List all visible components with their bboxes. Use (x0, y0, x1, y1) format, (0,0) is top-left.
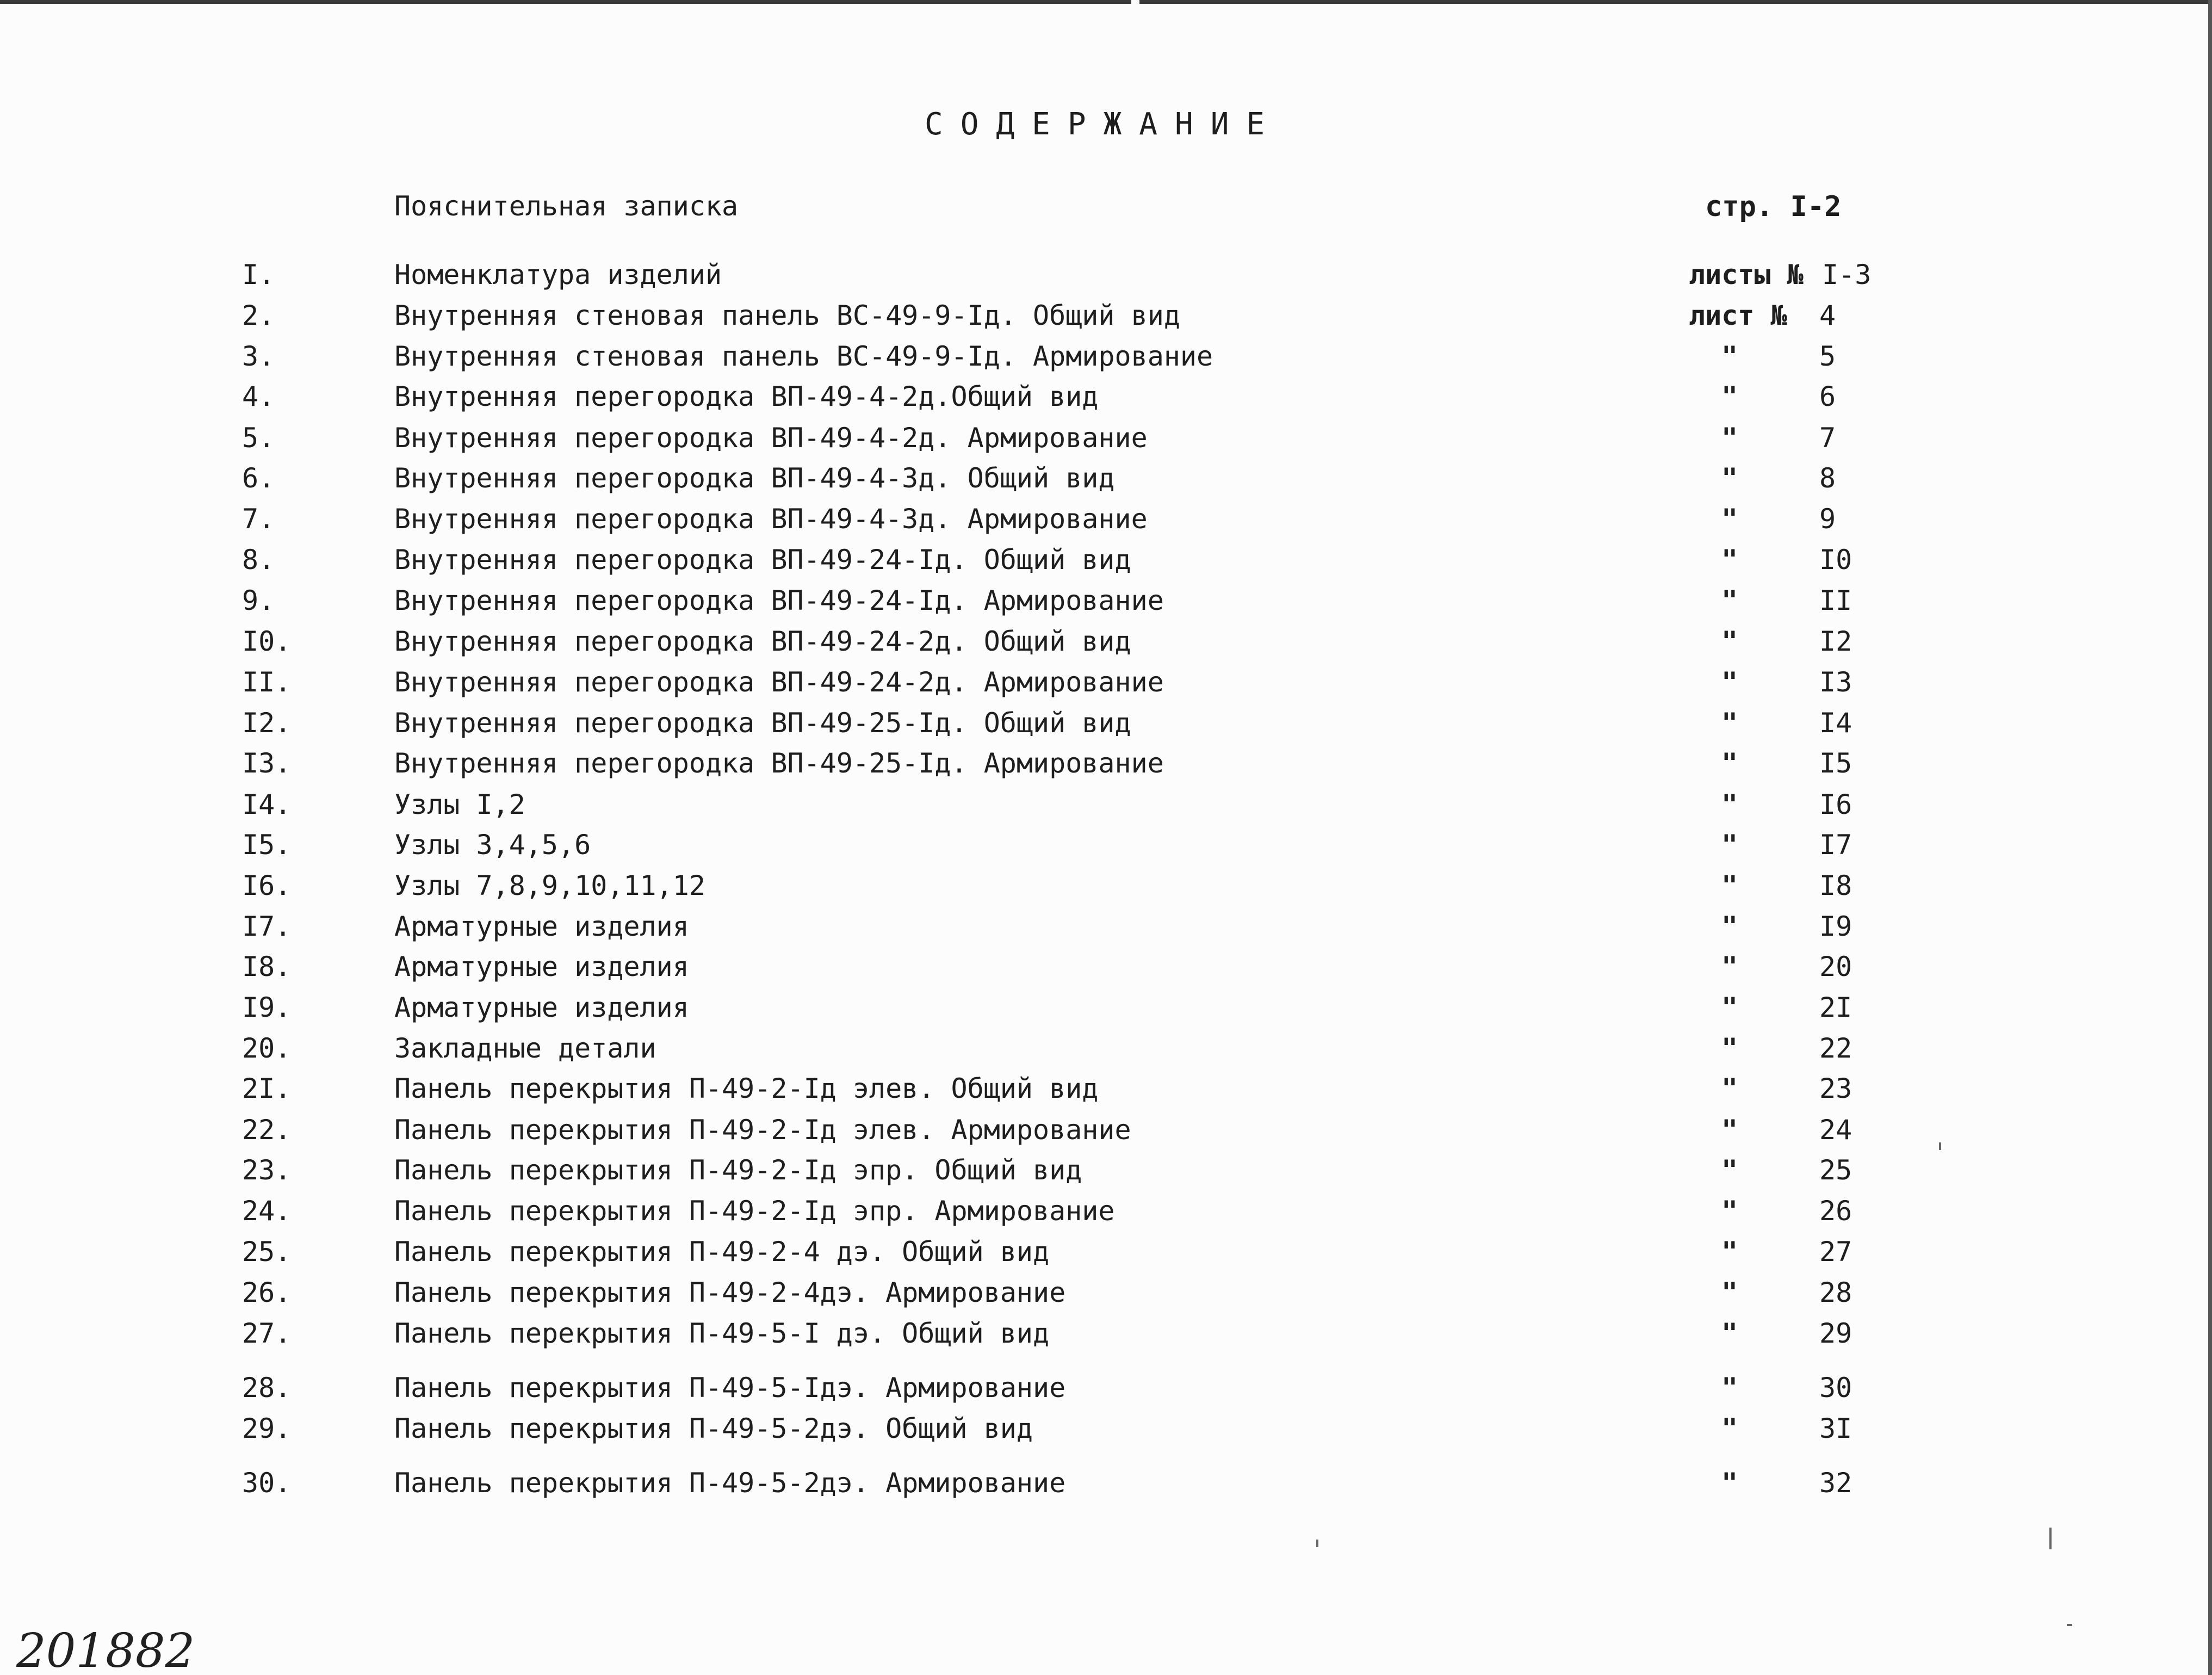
toc-item-number: I6. (242, 870, 292, 901)
toc-item-title: Панель перекрытия П-49-2-Iд элев. Общий вид (394, 1073, 1099, 1104)
toc-item-title: Внутренняя перегородка ВП-49-24-2д. Армирование (394, 666, 1164, 698)
document-title: СОДЕРЖАНИЕ (925, 107, 1282, 142)
toc-sheet-number: 32 (1819, 1467, 1852, 1499)
toc-item-title: Внутренняя перегородка ВП-49-24-Iд. Армирование (394, 585, 1164, 616)
toc-row (0, 1467, 2212, 1506)
toc-item-number: I2. (242, 707, 292, 739)
scan-speck (1939, 1142, 1941, 1150)
toc-row (0, 1033, 2212, 1072)
toc-sheet-number: 27 (1819, 1236, 1852, 1268)
toc-row (0, 707, 2212, 746)
ditto-mark: " (1721, 707, 1738, 739)
ditto-mark: " (1721, 1073, 1738, 1104)
toc-item-title: Панель перекрытия П-49-2-Iд элев. Армирование (394, 1114, 1131, 1146)
toc-item-title: Панель перекрытия П-49-2-Iд эпр. Армирование (394, 1195, 1115, 1227)
toc-item-title: Внутренняя стеновая панель ВС-49-9-Iд. Общий вид (394, 300, 1180, 331)
ditto-mark: " (1721, 1277, 1738, 1308)
ditto-mark: " (1721, 1372, 1738, 1404)
toc-sheet-number: II (1819, 585, 1852, 616)
toc-row (0, 870, 2212, 909)
ditto-mark: " (1721, 1154, 1738, 1186)
ditto-mark: " (1721, 341, 1738, 372)
sheet-column-label: лист № (1689, 300, 1787, 331)
ditto-mark: " (1721, 1318, 1738, 1349)
toc-item-number: II. (242, 666, 292, 698)
ditto-mark: " (1721, 789, 1738, 820)
toc-item-number: 2. (242, 300, 275, 331)
ditto-mark: " (1721, 666, 1738, 698)
toc-sheet-number: 9 (1819, 503, 1836, 535)
ditto-mark: " (1721, 544, 1738, 576)
toc-row (0, 381, 2212, 420)
toc-item-number: I9. (242, 992, 292, 1023)
toc-item-number: 29. (242, 1413, 292, 1444)
toc-item-number: 9. (242, 585, 275, 616)
ditto-mark: " (1721, 1033, 1738, 1064)
toc-sheet-number: 5 (1819, 341, 1836, 372)
toc-sheet-number: I4 (1819, 707, 1852, 739)
toc-sheet-number: 24 (1819, 1114, 1852, 1146)
ditto-mark: " (1721, 626, 1738, 657)
toc-row (0, 585, 2212, 624)
toc-item-title: Внутренняя перегородка ВП-49-4-3д. Армирование (394, 503, 1148, 535)
toc-item-number: 26. (242, 1277, 292, 1308)
toc-sheet-number: I3 (1819, 666, 1852, 698)
ditto-mark: " (1721, 747, 1738, 779)
toc-row (0, 503, 2212, 542)
toc-sheet-number: I-3 (1822, 259, 1872, 291)
toc-item-number: I5. (242, 829, 292, 861)
toc-item-number: I8. (242, 951, 292, 982)
toc-row (0, 422, 2212, 461)
toc-sheet-number: 23 (1819, 1073, 1852, 1104)
toc-sheet-number: I7 (1819, 829, 1852, 861)
toc-sheet-number: I2 (1819, 626, 1852, 657)
toc-sheet-number: 28 (1819, 1277, 1852, 1308)
ditto-mark: " (1721, 1413, 1738, 1444)
ditto-mark: " (1721, 1114, 1738, 1146)
toc-item-title: Узлы 7,8,9,10,11,12 (394, 870, 705, 901)
toc-item-title: Внутренняя перегородка ВП-49-25-Iд. Армирование (394, 747, 1164, 779)
toc-row (0, 341, 2212, 380)
toc-item-number: I4. (242, 789, 292, 820)
toc-sheet-number: 8 (1819, 462, 1836, 494)
toc-item-title: Внутренняя перегородка ВП-49-4-2д. Армирование (394, 422, 1148, 454)
toc-sheet-number: 22 (1819, 1033, 1852, 1064)
ditto-mark: " (1721, 992, 1738, 1023)
toc-sheet-number: 20 (1819, 951, 1852, 982)
scan-speck (2049, 1528, 2052, 1549)
toc-item-title: Панель перекрытия П-49-2-4дэ. Армирование (394, 1277, 1066, 1308)
toc-item-number: 25. (242, 1236, 292, 1268)
ditto-mark: " (1721, 951, 1738, 982)
toc-item-number: 6. (242, 462, 275, 494)
toc-row (0, 1073, 2212, 1112)
toc-item-title: Внутренняя перегородка ВП-49-4-2д.Общий вид (394, 381, 1099, 412)
archive-stamp-number: 201882 (16, 1624, 195, 1675)
toc-item-number: I0. (242, 626, 292, 657)
toc-row (0, 1372, 2212, 1411)
toc-item-number: 4. (242, 381, 275, 412)
ditto-mark: " (1721, 1236, 1738, 1268)
ditto-mark: " (1721, 381, 1738, 412)
ditto-mark: " (1721, 1195, 1738, 1227)
toc-item-number: 8. (242, 544, 275, 576)
toc-item-title: Арматурные изделия (394, 951, 689, 982)
toc-sheet-number: I5 (1819, 747, 1852, 779)
toc-item-title: Панель перекрытия П-49-5-Iдэ. Армирование (394, 1372, 1066, 1404)
toc-row (0, 1413, 2212, 1452)
toc-row (0, 462, 2212, 502)
toc-item-title: Панель перекрытия П-49-5-I дэ. Общий вид (394, 1318, 1050, 1349)
toc-item-number: 27. (242, 1318, 292, 1349)
toc-sheet-number: 7 (1819, 422, 1836, 454)
toc-row (0, 789, 2212, 828)
ditto-mark: " (1721, 1467, 1738, 1499)
toc-item-number: 28. (242, 1372, 292, 1404)
ditto-mark: " (1721, 503, 1738, 535)
toc-sheet-number: 6 (1819, 381, 1836, 412)
ditto-mark: " (1721, 870, 1738, 901)
toc-item-title: Узлы 3,4,5,6 (394, 829, 591, 861)
toc-item-title: Внутренняя стеновая панель ВС-49-9-Iд. Армирование (394, 341, 1213, 372)
toc-row (0, 1318, 2212, 1357)
toc-row (0, 1236, 2212, 1275)
toc-item-number: I. (242, 259, 275, 291)
toc-sheet-number: 25 (1819, 1154, 1852, 1186)
toc-row (0, 544, 2212, 583)
toc-item-title: Внутренняя перегородка ВП-49-24-Iд. Общий вид (394, 544, 1131, 576)
toc-item-title: Внутренняя перегородка ВП-49-25-Iд. Общий вид (394, 707, 1131, 739)
toc-sheet-number: I0 (1819, 544, 1852, 576)
toc-item-title: Внутренняя перегородка ВП-49-24-2д. Общий вид (394, 626, 1131, 657)
toc-row (0, 911, 2212, 950)
explanatory-note-label: Пояснительная записка (394, 190, 739, 222)
toc-row (0, 626, 2212, 665)
toc-item-title: Узлы I,2 (394, 789, 525, 820)
toc-item-title: Панель перекрытия П-49-5-2дэ. Общий вид (394, 1413, 1033, 1444)
toc-item-number: 7. (242, 503, 275, 535)
toc-row (0, 747, 2212, 787)
scan-speck (1316, 1540, 1318, 1547)
toc-sheet-number: I9 (1819, 911, 1852, 942)
toc-row (0, 666, 2212, 706)
toc-row (0, 1277, 2212, 1316)
toc-sheet-number: 3I (1819, 1413, 1852, 1444)
toc-item-number: I7. (242, 911, 292, 942)
toc-item-title: Внутренняя перегородка ВП-49-4-3д. Общий вид (394, 462, 1115, 494)
toc-item-title: Панель перекрытия П-49-2-4 дэ. Общий вид (394, 1236, 1050, 1268)
toc-item-number: 20. (242, 1033, 292, 1064)
toc-item-number: 5. (242, 422, 275, 454)
ditto-mark: " (1721, 911, 1738, 942)
toc-item-title: Панель перекрытия П-49-5-2дэ. Армирование (394, 1467, 1066, 1499)
toc-row (0, 829, 2212, 868)
toc-row (0, 259, 2212, 298)
explanatory-note-pages: стр. I-2 (1705, 190, 1842, 223)
toc-row (0, 992, 2212, 1031)
toc-item-title: Панель перекрытия П-49-2-Iд эпр. Общий вид (394, 1154, 1082, 1186)
ditto-mark: " (1721, 829, 1738, 861)
toc-item-number: 30. (242, 1467, 292, 1499)
toc-row (0, 300, 2212, 339)
toc-row (0, 1195, 2212, 1234)
toc-item-title: Арматурные изделия (394, 992, 689, 1023)
ditto-mark: " (1721, 585, 1738, 616)
ditto-mark: " (1721, 422, 1738, 454)
toc-sheet-number: 26 (1819, 1195, 1852, 1227)
toc-item-title: Номенклатура изделий (394, 259, 722, 291)
toc-item-number: 23. (242, 1154, 292, 1186)
toc-sheet-number: 2I (1819, 992, 1852, 1023)
toc-sheet-number: I6 (1819, 789, 1852, 820)
toc-sheet-number: 30 (1819, 1372, 1852, 1404)
toc-item-title: Арматурные изделия (394, 911, 689, 942)
scan-speck (2067, 1624, 2072, 1626)
toc-item-title: Закладные детали (394, 1033, 656, 1064)
toc-item-number: 22. (242, 1114, 292, 1146)
toc-sheet-number: I8 (1819, 870, 1852, 901)
toc-item-number: 3. (242, 341, 275, 372)
toc-item-number: I3. (242, 747, 292, 779)
toc-row (0, 1154, 2212, 1194)
toc-sheet-number: 29 (1819, 1318, 1852, 1349)
toc-sheet-number: 4 (1819, 300, 1836, 331)
sheet-column-label: листы № (1689, 259, 1804, 291)
toc-item-number: 2I. (242, 1073, 292, 1104)
toc-row (0, 1114, 2212, 1153)
toc-row (0, 951, 2212, 990)
ditto-mark: " (1721, 462, 1738, 494)
toc-item-number: 24. (242, 1195, 292, 1227)
